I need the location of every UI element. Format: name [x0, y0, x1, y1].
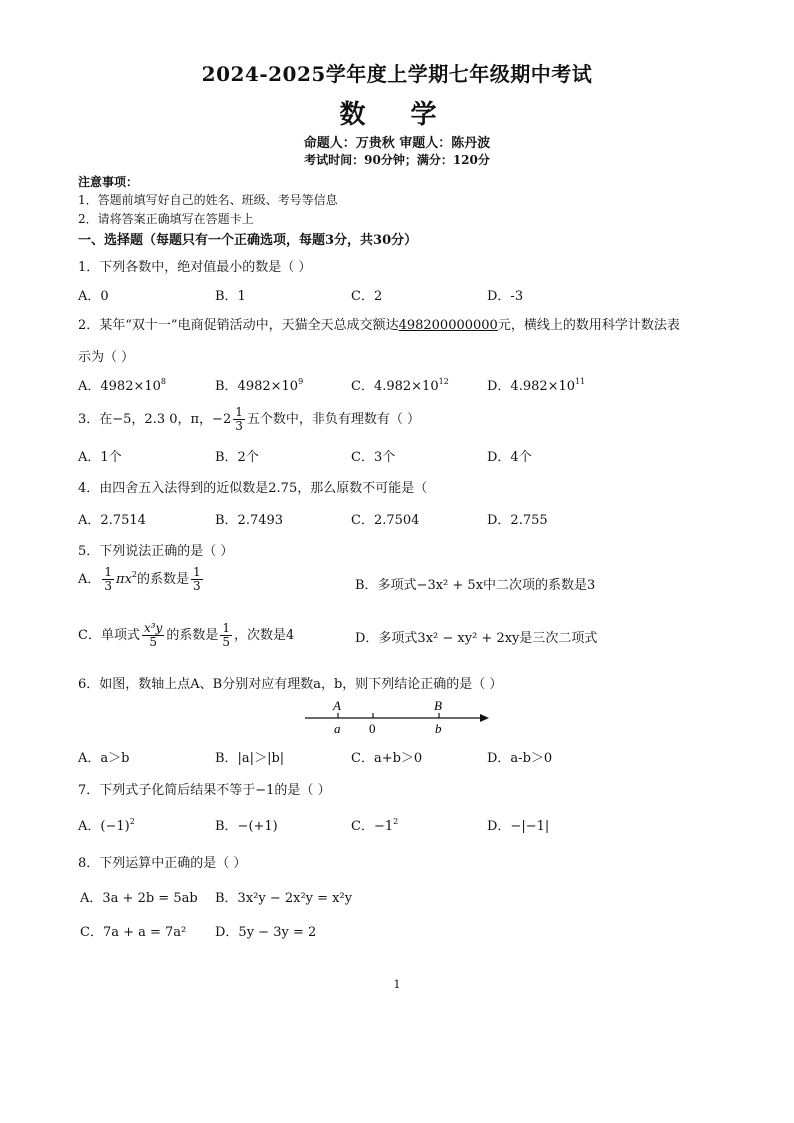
option-c: C．a+b＞0: [351, 751, 423, 766]
exponent: 2: [393, 817, 399, 826]
fraction-numerator: 1: [222, 621, 230, 636]
option-text: A．4982×10: [78, 379, 161, 394]
option-text: C．−1: [351, 819, 394, 834]
fraction: [142, 622, 164, 648]
option-b: [215, 375, 303, 394]
option-d: [487, 375, 585, 394]
fraction-numerator: x³y: [143, 621, 163, 636]
exponent: 11: [575, 377, 586, 386]
authors-line: 命题人：万贵秋 审题人：陈丹波: [303, 136, 491, 151]
option-a: A．a＞b: [78, 751, 130, 766]
fraction-numerator: 1: [235, 405, 243, 420]
option-d: D．多项式3x² − xy² + 2xy是三次二项式: [355, 631, 598, 646]
notes-item: 1．答题前填写好自己的姓名、班级、考号等信息: [78, 193, 338, 207]
option-c: C．2.7504: [351, 513, 420, 528]
stem-part: 3．在−5，2.3 0，π，−2: [78, 412, 232, 427]
option-d: D．2.755: [487, 513, 548, 528]
fraction: [191, 566, 203, 592]
arrow-icon: [480, 714, 489, 722]
value-label-zero: 0: [369, 721, 376, 736]
fraction-numerator: 1: [104, 565, 113, 580]
fraction-denominator: 5: [149, 635, 157, 649]
option-d: D．a-b＞0: [487, 751, 553, 766]
option-text: A．(−1): [78, 819, 130, 834]
subject-title: 数 学: [339, 100, 455, 130]
option-a: A．3a + 2b = 5ab: [80, 891, 198, 906]
exam-title: 2024-2025学年度上学期七年级期中考试: [201, 62, 593, 86]
option-label: A．: [78, 572, 101, 587]
fraction-denominator: 3: [104, 579, 113, 593]
stem-part: 2．某年“双十一”电商促销活动中，天猫全天总成交额达: [78, 318, 399, 333]
exponent: 2: [129, 817, 135, 826]
option-text: D．4.982×10: [487, 379, 576, 394]
question-stem: 5．下列说法正确的是（ ）: [78, 544, 234, 559]
stem-part: 五个数中，非负有理数有（ ）: [246, 412, 421, 427]
exponent: 8: [160, 377, 167, 386]
option-label: C．单项式: [78, 628, 140, 643]
option-text: 的系数是: [137, 572, 190, 587]
point-label-a-upper: A: [333, 698, 341, 713]
number-line-diagram: [305, 696, 495, 740]
option-b: B．2个: [215, 450, 259, 465]
exam-info: 考试时间：90分钟；满分：120分: [304, 153, 490, 167]
question-stem: [78, 405, 420, 435]
option-b: B．3x²y − 2x²y = x²y: [215, 891, 353, 906]
exponent: 12: [438, 377, 449, 386]
question-stem: 8．下列运算中正确的是（ ）: [78, 856, 247, 871]
option-b: B．−(+1): [215, 819, 278, 834]
option-a: [78, 375, 166, 394]
option-d: D．−|−1|: [487, 819, 550, 834]
underlined-number: 498200000000: [398, 318, 498, 333]
option-a: A．0: [78, 289, 109, 304]
question-stem: [78, 314, 680, 333]
fraction: [220, 622, 232, 648]
option-a: A．1个: [78, 450, 122, 465]
option-a: [78, 563, 205, 597]
point-label-b-upper: B: [434, 698, 442, 713]
fraction-denominator: 3: [235, 419, 243, 433]
option-c: C．3个: [351, 450, 396, 465]
question-stem-cont: 示为（ ）: [78, 350, 135, 365]
notes-item: 2．请将答案正确填写在答题卡上: [78, 212, 254, 226]
option-a: [78, 815, 135, 834]
option-b: B．2.7493: [215, 513, 284, 528]
value-label-b: b: [435, 721, 442, 736]
page-number: 1: [393, 978, 401, 991]
option-b: B．多项式−3x² + 5x中二次项的系数是3: [355, 578, 596, 593]
option-c: C．7a + a = 7a²: [80, 925, 187, 940]
option-a: A．2.7514: [78, 513, 146, 528]
value-label-a: a: [334, 721, 341, 736]
option-d: D．5y − 3y = 2: [215, 925, 317, 940]
option-c: [351, 815, 398, 834]
option-c: [78, 617, 294, 655]
option-c: [351, 375, 449, 394]
exponent: 2: [131, 570, 138, 579]
option-c: C．2: [351, 289, 383, 304]
option-b: B．|a|＞|b|: [215, 751, 285, 766]
question-stem: 7．下列式子化简后结果不等于−1的是（ ）: [78, 783, 331, 798]
option-d: D．-3: [487, 289, 524, 304]
section-heading: 一、选择题（每题只有一个正确选项，每题3分，共30分）: [78, 233, 418, 248]
question-stem: 1．下列各数中，绝对值最小的数是（ ）: [78, 260, 312, 275]
question-stem: 4．由四舍五入法得到的近似数是2.75，那么原数不可能是（: [78, 481, 428, 496]
exponent: 9: [298, 377, 304, 386]
question-stem: 6．如图，数轴上点A、B分别对应有理数a，b，则下列结论正确的是（ ）: [78, 677, 503, 692]
option-text: C．4.982×10: [351, 379, 439, 394]
fraction-denominator: 3: [193, 579, 201, 593]
option-text: ，次数是4: [233, 628, 295, 643]
fraction: [233, 406, 245, 432]
option-text: 的系数是: [166, 628, 219, 643]
option-text: B．4982×10: [215, 379, 299, 394]
option-b: B．1: [215, 289, 246, 304]
math-term: πx: [116, 572, 132, 587]
fraction-numerator: 1: [193, 565, 201, 580]
stem-part: 元，横线上的数用科学计数法表: [497, 318, 680, 333]
option-d: D．4个: [487, 450, 532, 465]
notes-heading: 注意事项：: [78, 175, 139, 189]
fraction-denominator: 5: [222, 635, 230, 649]
fraction: [102, 566, 114, 592]
